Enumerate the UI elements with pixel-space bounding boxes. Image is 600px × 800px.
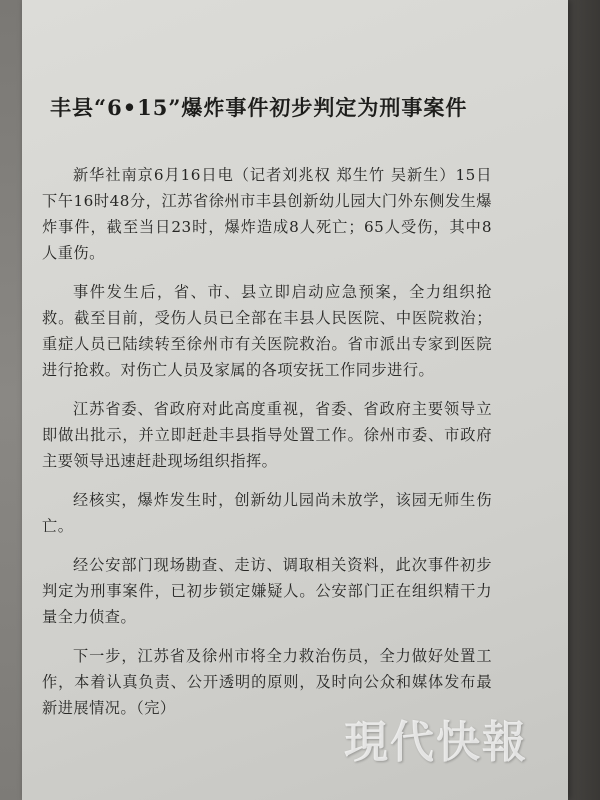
paragraph-1: 新华社南京6月16日电（记者刘兆权 郑生竹 吴新生）15日下午16时48分，江苏省徐州市丰县创新幼儿园大门外东侧发生爆炸事件，截至当日23时，爆炸造成8人死亡；65人受伤，其中8人重伤。 <box>42 166 492 262</box>
paragraph-4: 经核实，爆炸发生时，创新幼儿园尚未放学，该园无师生伤亡。 <box>42 491 492 535</box>
paragraph-6: 下一步，江苏省及徐州市将全力救治伤员，全力做好处置工作，本着认真负责、公开透明的原则，及时向公众和媒体发布最新进展情况。（完） <box>42 647 492 717</box>
newspaper-watermark: 現代快報 <box>344 717 528 768</box>
paragraph-5: 经公安部门现场勘查、走访、调取相关资料，此次事件初步判定为刑事案件，已初步锁定嫌疑人。公安部门正在组织精干力量全力侦查。 <box>42 556 492 626</box>
document-title: 丰县“6•15”爆炸事件初步判定为刑事案件 <box>50 95 468 120</box>
press-release <box>42 92 492 734</box>
paragraph-2: 事件发生后，省、市、县立即启动应急预案，全力组织抢救。截至目前，受伤人员已全部在丰县人民医院、中医院救治；重症人员已陆续转至徐州市有关医院救治。省市派出专家到医院进行抢救。对伤亡人员及家属的各项安抚工作同步进行。 <box>42 283 492 379</box>
paragraph-3: 江苏省委、省政府对此高度重视，省委、省政府主要领导立即做出批示，并立即赶赴丰县指导处置工作。徐州市委、市政府主要领导迅速赶赴现场组织指挥。 <box>42 400 492 470</box>
